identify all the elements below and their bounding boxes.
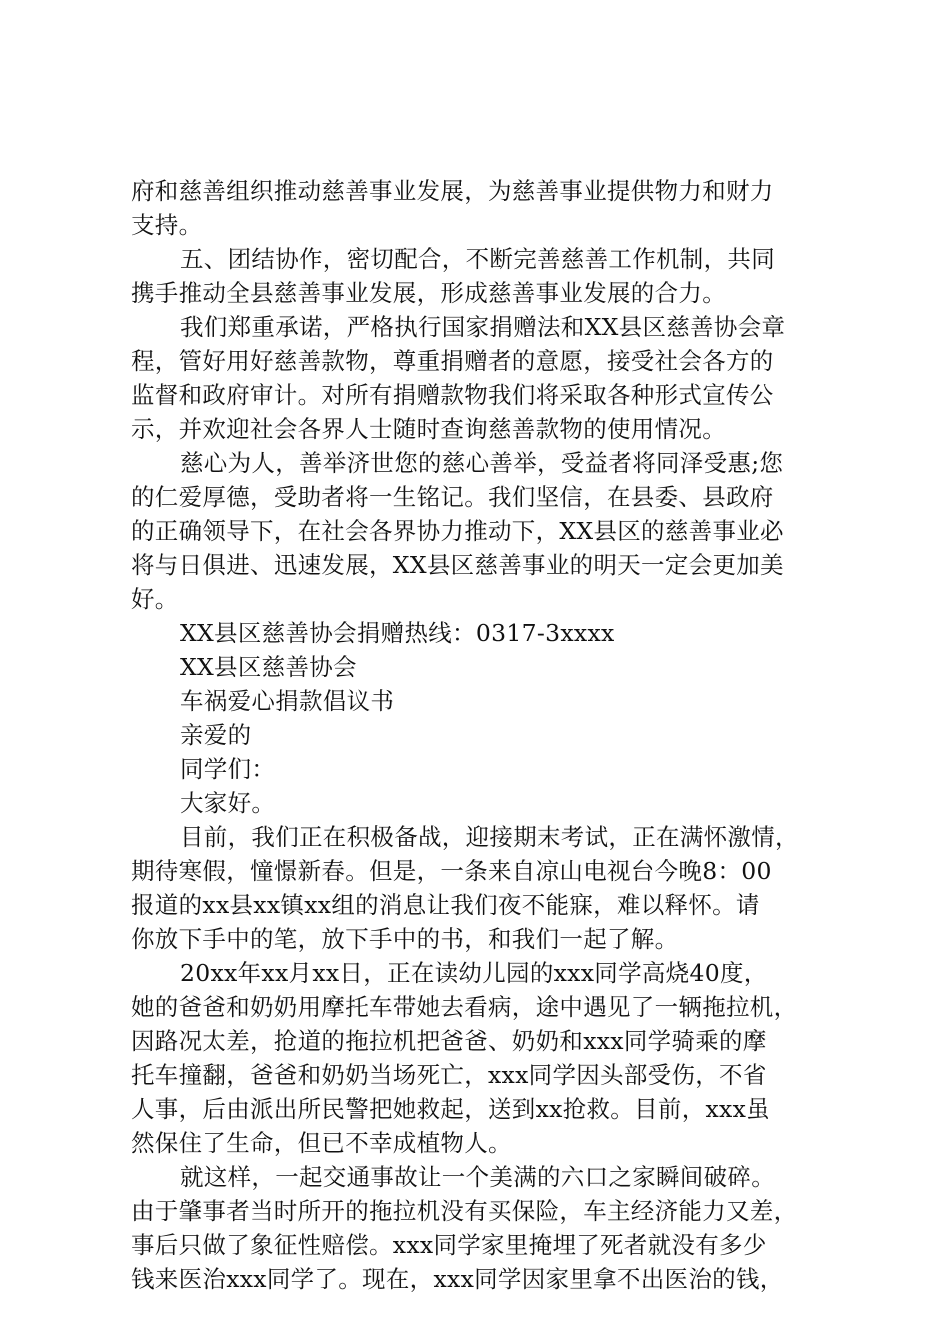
text-line: 因路况太差，抢道的拖拉机把爸爸、奶奶和xxx同学骑乘的摩 — [131, 1027, 767, 1055]
text-line: 将与日俱进、迅速发展，XX县区慈善事业的明天一定会更加美 — [131, 551, 784, 579]
text-line: 托车撞翻，爸爸和奶奶当场死亡，xxx同学因头部受伤，不省 — [131, 1061, 767, 1089]
text-line: 同学们： — [180, 755, 276, 783]
text-line: 人事，后由派出所民警把她救起，送到xx抢救。目前，xxx虽 — [131, 1095, 770, 1123]
text-line: 期待寒假，憧憬新春。但是，一条来自凉山电视台今晚8：00 — [131, 857, 772, 885]
text-line: 然保住了生命，但已不幸成植物人。 — [131, 1129, 512, 1157]
text-line: 的正确领导下，在社会各界协力推动下，XX县区的慈善事业必 — [131, 517, 784, 545]
text-line: 她的爸爸和奶奶用摩托车带她去看病，途中遇见了一辆拖拉机， — [131, 993, 798, 1021]
text-line: 报道的xx县xx镇xx组的消息让我们夜不能寐，难以释怀。请 — [131, 891, 760, 919]
text-line: 就这样，一起交通事故让一个美满的六口之家瞬间破碎。 — [180, 1163, 775, 1191]
text-line: 慈心为人，善举济世您的慈心善举，受益者将同泽受惠;您 — [180, 449, 784, 477]
text-line: 钱来医治xxx同学了。现在，xxx同学因家里拿不出医治的钱， — [131, 1265, 784, 1293]
text-line: XX县区慈善协会 — [180, 653, 357, 681]
text-line: 目前，我们正在积极备战，迎接期末考试，正在满怀激情， — [180, 823, 799, 851]
text-line: 的仁爱厚德，受助者将一生铭记。我们坚信，在县委、县政府 — [131, 483, 774, 511]
text-line: 携手推动全县慈善事业发展，形成慈善事业发展的合力。 — [131, 279, 726, 307]
text-line: 支持。 — [131, 211, 203, 239]
text-line: 车祸爱心捐款倡议书 — [180, 687, 395, 715]
text-line: 监督和政府审计。对所有捐赠款物我们将采取各种形式宣传公 — [131, 381, 774, 409]
text-line: 程，管好用好慈善款物，尊重捐赠者的意愿，接受社会各方的 — [131, 347, 774, 375]
text-line: 好。 — [131, 585, 179, 613]
text-line: XX县区慈善协会捐赠热线：0317-3xxxx — [180, 619, 615, 647]
text-line: 大家好。 — [180, 789, 276, 817]
text-line: 事后只做了象征性赔偿。xxx同学家里掩埋了死者就没有多少 — [131, 1231, 767, 1259]
text-line: 示，并欢迎社会各界人士随时查询慈善款物的使用情况。 — [131, 415, 726, 443]
text-line: 我们郑重承诺，严格执行国家捐赠法和XX县区慈善协会章 — [180, 313, 786, 341]
text-line: 20xx年xx月xx日，正在读幼儿园的xxx同学高烧40度， — [180, 959, 768, 987]
text-line: 亲爱的 — [180, 721, 252, 749]
text-line: 你放下手中的笔，放下手中的书，和我们一起了解。 — [131, 925, 679, 953]
text-line: 由于肇事者当时所开的拖拉机没有买保险，车主经济能力又差， — [131, 1197, 798, 1225]
text-line: 府和慈善组织推动慈善事业发展，为慈善事业提供物力和财力 — [131, 177, 774, 205]
text-line: 五、团结协作，密切配合，不断完善慈善工作机制，共同 — [180, 245, 775, 273]
